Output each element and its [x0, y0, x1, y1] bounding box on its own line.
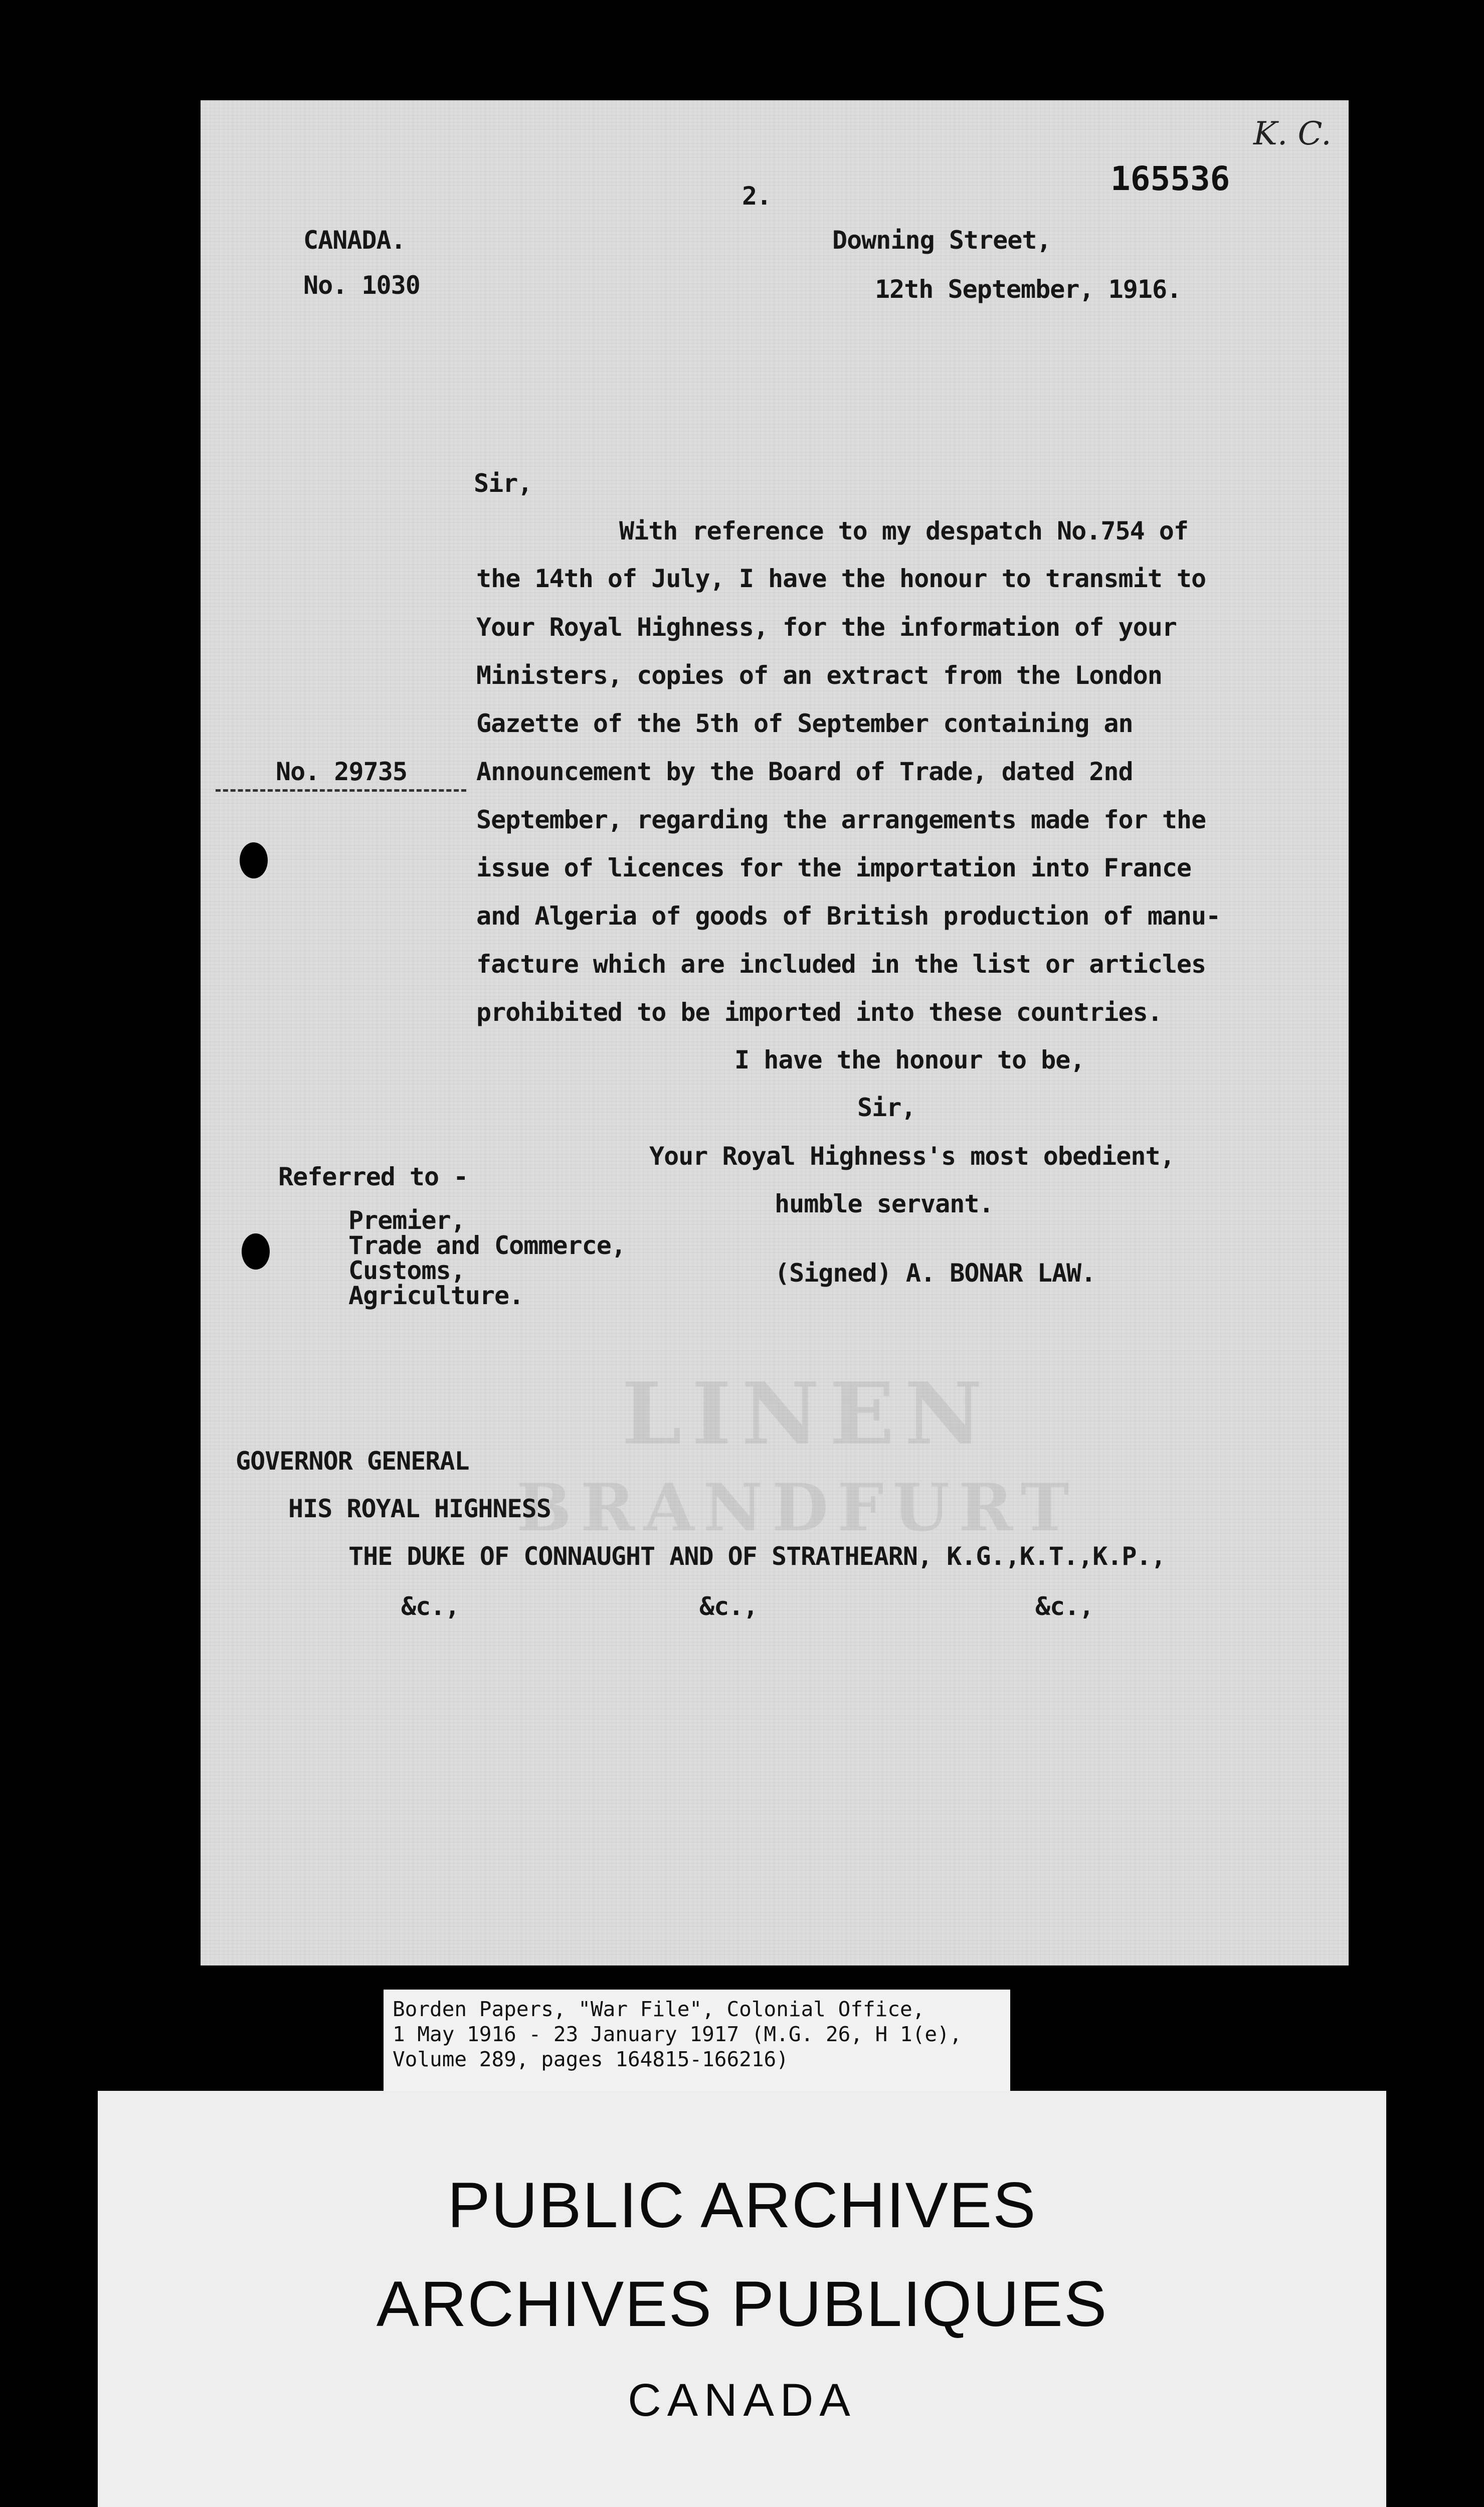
enclosure-rule: [216, 789, 466, 792]
referred-item-4: Agriculture.: [348, 1281, 524, 1310]
archives-banner: [98, 2091, 1386, 2507]
addressee-line-2: HIS ROYAL HIGHNESS: [288, 1494, 551, 1523]
punch-hole-bottom: [242, 1233, 270, 1270]
body-line-11: prohibited to be imported into these countries.: [476, 998, 1162, 1027]
addressee-line-1: GOVERNOR GENERAL: [236, 1447, 469, 1476]
body-line-2: the 14th of July, I have the honour to transmit to: [476, 564, 1206, 593]
banner-line-3: CANADA: [628, 2375, 856, 2426]
banner-line-1: PUBLIC ARCHIVES: [447, 2170, 1037, 2241]
addressee-line-3: THE DUKE OF CONNAUGHT AND OF STRATHEARN, K.G.,K.T.,K.P.,: [348, 1542, 1166, 1571]
body-line-4: Ministers, copies of an extract from the London: [476, 661, 1162, 690]
punch-hole-top: [240, 842, 268, 878]
body-line-1: With reference to my despatch No.754 of: [619, 516, 1188, 546]
citation-line-1: Borden Papers, "War File", Colonial Office,: [393, 1997, 925, 2021]
paper-watermark-line1: LINEN: [622, 1364, 993, 1464]
referred-label: Referred to -: [278, 1162, 468, 1191]
archive-page-number: 165536: [1110, 159, 1230, 198]
citation-label: [384, 1990, 1010, 2100]
body-line-3: Your Royal Highness, for the information of your: [476, 613, 1177, 642]
letter-page: [201, 100, 1349, 1965]
citation-line-3: Volume 289, pages 164815-166216): [393, 2047, 789, 2071]
closing-line-2: Sir,: [857, 1093, 916, 1122]
letter-date: 12th September, 1916.: [875, 275, 1182, 304]
closing-line-1: I have the honour to be,: [734, 1045, 1085, 1075]
body-line-5: Gazette of the 5th of September containing an: [476, 709, 1133, 738]
despatch-number: No. 1030: [303, 271, 420, 300]
body-line-8: issue of licences for the importation into France: [476, 853, 1192, 882]
place-line: Downing Street,: [832, 226, 1051, 255]
closing-line-4: humble servant.: [775, 1189, 994, 1218]
closing-line-3: Your Royal Highness's most obedient,: [649, 1142, 1175, 1171]
addressee-etc-2: &c.,: [699, 1592, 758, 1621]
addressee-etc-3: &c.,: [1035, 1592, 1094, 1621]
body-line-10: facture which are included in the list or articles: [476, 950, 1206, 979]
body-line-6: Announcement by the Board of Trade, dated 2nd: [476, 757, 1133, 786]
referred-item-3: Customs,: [348, 1256, 465, 1285]
paper-watermark-line2: BRANDFURT: [516, 1469, 1078, 1546]
citation-line-2: 1 May 1916 - 23 January 1917 (M.G. 26, H 1(e),: [393, 2022, 962, 2046]
body-line-9: and Algeria of goods of British production of manu-: [476, 902, 1221, 931]
referred-item-1: Premier,: [348, 1206, 465, 1235]
signature: (Signed) A. BONAR LAW.: [775, 1259, 1096, 1288]
salutation: Sir,: [474, 469, 532, 498]
addressee-etc-1: &c.,: [401, 1592, 460, 1621]
enclosure-reference: No. 29735: [276, 757, 407, 786]
banner-line-2: ARCHIVES PUBLIQUES: [376, 2268, 1108, 2340]
page-number: 2.: [742, 182, 772, 211]
colony-label: CANADA.: [303, 226, 406, 255]
referred-item-2: Trade and Commerce,: [348, 1231, 626, 1260]
handwritten-initials: K. C.: [1253, 115, 1332, 152]
body-line-7: September, regarding the arrangements made for the: [476, 805, 1206, 834]
